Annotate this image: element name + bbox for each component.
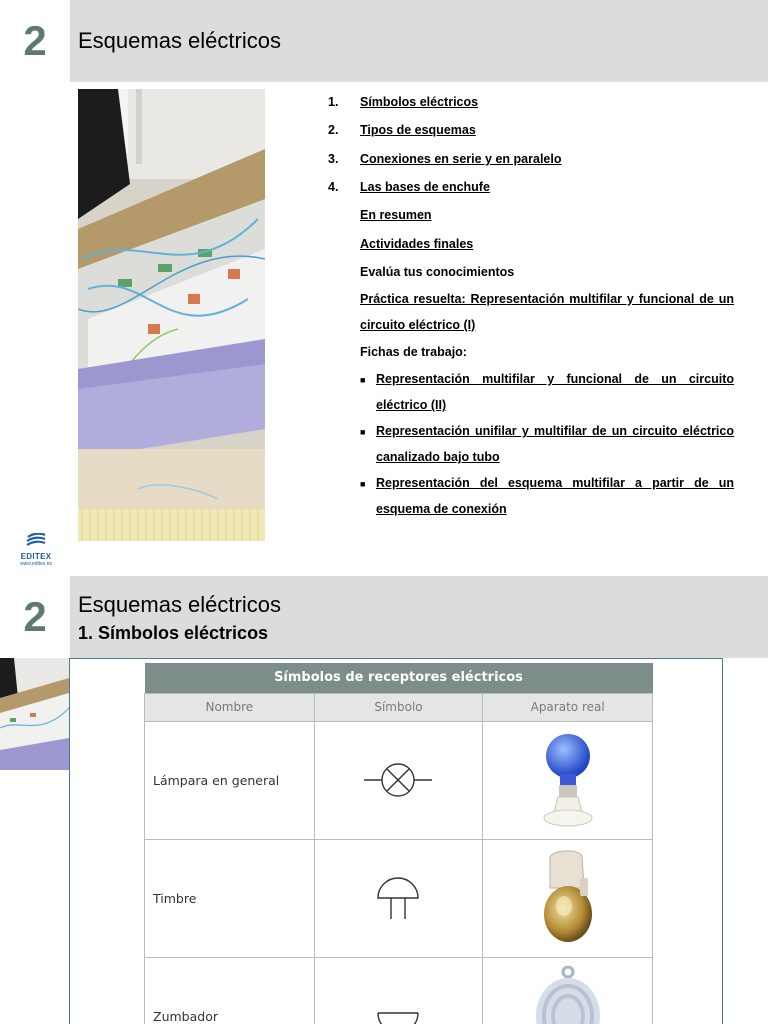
receptor-name: Zumbador [145,957,315,1024]
worksheet-item[interactable] [328,366,734,418]
editex-logo [14,533,58,567]
worksheet-link[interactable]: Representación multifilar y funcional de un circuito eléctrico (II) [376,372,734,413]
table-of-contents [328,88,734,522]
electrical-panel-photo [78,89,265,541]
toc-item[interactable] [328,145,734,173]
table-row [145,839,653,957]
worksheet-item[interactable] [328,470,734,522]
editex-logo-icon [25,533,47,547]
bell-symbol-icon [373,873,423,923]
bell-device-icon [538,848,598,948]
electrical-panel-thumbnail [0,658,69,770]
slide-title: Esquemas eléctricos [78,28,281,53]
toc-link[interactable]: Conexiones en serie y en paralelo [360,151,562,166]
receptor-name: Lámpara en general [145,721,315,839]
receptor-name: Timbre [145,839,315,957]
logo-text: EDITEX [20,552,52,561]
header-band [70,0,768,82]
toc-number: 1. [328,95,339,110]
chapter-number: 2 [23,17,47,64]
column-header-symbol: Símbolo [314,693,483,721]
bullet-icon: ■ [360,427,366,438]
toc-number: 4. [328,180,339,195]
buzzer-symbol-icon [373,991,423,1024]
solved-practice-link[interactable]: Práctica resuelta: Representación multifilar y funcional de un circuito eléctrico (I) [360,292,734,333]
evaluate-label: Evalúa tus conocimientos [360,264,515,279]
bullet-icon: ■ [360,375,366,386]
toc-number: 2. [328,123,339,138]
toc-item[interactable] [328,88,734,116]
table-caption: Símbolos de receptores eléctricos [145,663,653,693]
worksheets-label: Fichas de trabajo: [360,345,467,360]
toc-link[interactable]: Las bases de enchufe [360,180,490,195]
toc-number: 3. [328,151,339,166]
toc-item[interactable] [328,116,734,144]
column-header-name: Nombre [145,693,315,721]
toc-link[interactable]: Tipos de esquemas [360,123,476,138]
lamp-symbol-icon [362,760,434,800]
column-header-real: Aparato real [483,693,653,721]
toc-link[interactable]: Símbolos eléctricos [360,95,479,110]
slide-title: Esquemas eléctricos [78,592,281,617]
bullet-icon: ■ [360,479,366,490]
worksheet-item[interactable] [328,418,734,470]
worksheet-link[interactable]: Representación del esquema multifilar a partir de un esquema de conexión [376,476,734,517]
table-row [145,721,653,839]
worksheet-link[interactable]: Representación unifilar y multifilar de un circuito eléctrico canalizado bajo tubo [376,424,734,465]
buzzer-device-icon [533,966,603,1024]
logo-url: www.editex.es [20,561,52,567]
light-bulb-icon [538,730,598,830]
table-row [145,957,653,1024]
summary-link[interactable]: En resumen [360,208,432,223]
final-activities-link[interactable]: Actividades finales [360,236,474,251]
chapter-number: 2 [23,593,47,640]
section-subtitle: 1. Símbolos eléctricos [78,623,269,643]
symbols-table [144,663,653,1024]
slide-2 [0,576,768,1024]
toc-item[interactable] [328,173,734,201]
header-band [70,576,768,658]
